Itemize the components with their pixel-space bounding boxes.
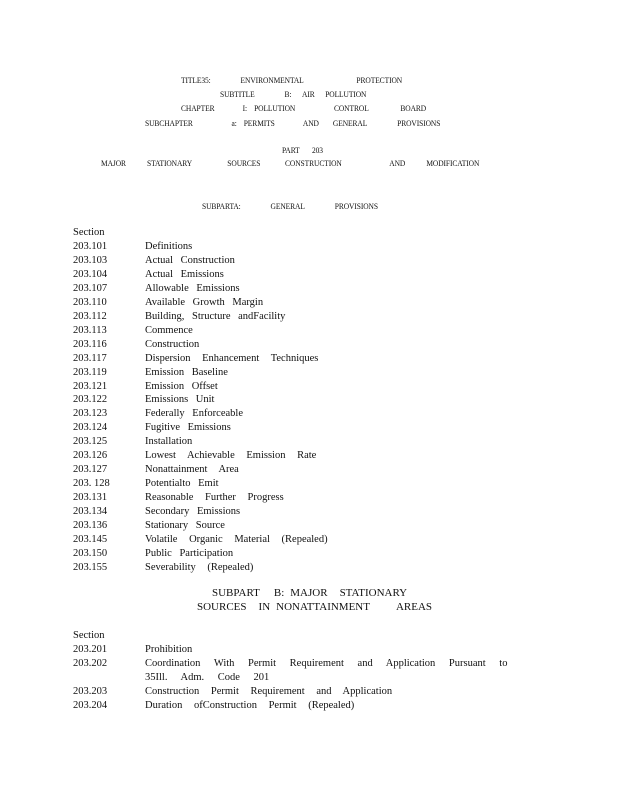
- section-row: [73, 310, 543, 324]
- subpart-a-word-provisions: PROVISIONS: [334, 201, 378, 211]
- section-number: 203.202: [73, 657, 108, 669]
- section-number: 203.101: [73, 241, 108, 252]
- section-number: 203. 128: [73, 478, 110, 490]
- subpart-b-word-in: IN: [258, 601, 271, 613]
- subtitle-word-pollution: POLLUTION: [325, 89, 367, 99]
- chapter-label: CHAPTER: [181, 103, 215, 113]
- section-row: [73, 561, 543, 575]
- section-title: Commence: [145, 324, 193, 336]
- section-number: 203.131: [73, 492, 108, 504]
- section-number: 203.136: [73, 520, 108, 532]
- section-number: 203.123: [73, 408, 108, 420]
- section-row: [73, 533, 543, 547]
- title-label: TITLE35:: [181, 75, 211, 85]
- subpart-b-section-list: [73, 643, 543, 713]
- section-title: Installation: [145, 436, 193, 448]
- subchapter-word-provisions: PROVISIONS: [397, 118, 441, 128]
- subtitle-label: SUBTITLE: [220, 89, 255, 99]
- section-title: Emission Baseline: [145, 366, 228, 378]
- section-row: [73, 380, 543, 394]
- section-title: Severability (Repealed): [145, 561, 254, 573]
- section-number: 203.121: [73, 380, 108, 392]
- section-title: Reasonable Further Progress: [145, 492, 284, 504]
- section-row: [73, 282, 543, 296]
- subtitle-word-air: AIR: [302, 89, 315, 99]
- section-row: [73, 254, 543, 268]
- section-row: [73, 324, 543, 338]
- section-number: 203.113: [73, 324, 107, 336]
- part-title-word-construction: CONSTRUCTION: [285, 158, 342, 168]
- section-row: [73, 505, 543, 519]
- section-number: 203.124: [73, 422, 108, 434]
- section-title: Allowable Emissions: [145, 282, 240, 294]
- section-row: [73, 407, 543, 421]
- part-title-line: [101, 158, 479, 168]
- section-title: Potentialto Emit: [145, 478, 219, 490]
- section-row: [73, 477, 543, 491]
- subpart-b-heading-line1: [212, 587, 407, 599]
- subpart-a-section-label: Section: [73, 227, 105, 238]
- subchapter-word-general: GENERAL: [332, 118, 368, 128]
- subpart-b-word-sources: SOURCES: [197, 601, 247, 613]
- section-number: 203.110: [73, 296, 107, 308]
- section-number: 203.112: [73, 310, 107, 322]
- section-row: [73, 366, 543, 380]
- section-number: 203.204: [73, 699, 108, 711]
- subtitle-letter: B:: [284, 89, 292, 99]
- part-title-word-stationary: STATIONARY: [147, 158, 193, 168]
- section-number: 203.126: [73, 450, 108, 462]
- part-title-word-sources: SOURCES: [227, 158, 261, 168]
- section-number: 203.201: [73, 644, 108, 655]
- section-title: Fugitive Emissions: [145, 422, 231, 434]
- subpart-b-word-nonattainment: NONATTAINMENT: [276, 601, 370, 613]
- section-title: Stationary Source: [145, 520, 225, 532]
- title-word-protection: PROTECTION: [356, 75, 403, 85]
- section-row: [73, 393, 543, 407]
- chapter-number: I:: [242, 103, 248, 113]
- subchapter-line: [145, 118, 440, 128]
- part-title-word-major: MAJOR: [101, 158, 126, 168]
- title-word-environmental: ENVIRONMENTAL: [240, 75, 304, 85]
- section-row: [73, 421, 543, 435]
- section-row: [73, 491, 543, 505]
- subchapter-label: SUBCHAPTER: [145, 118, 193, 128]
- section-row: [73, 685, 543, 699]
- section-title: Available Growth Margin: [145, 296, 264, 308]
- title-line: [181, 75, 402, 85]
- section-number: 203.107: [73, 282, 108, 294]
- part-title-word-modification: MODIFICATION: [426, 158, 480, 168]
- section-row: [73, 449, 543, 463]
- section-title: Actual Emissions: [145, 268, 224, 280]
- section-title: Federally Enforceable: [145, 408, 243, 420]
- section-title: Coordination With Permit Requirement and Application Pursuant to 35Ill. Adm. Code 201: [145, 657, 508, 683]
- section-title: Secondary Emissions: [145, 506, 241, 518]
- section-number: 203.134: [73, 506, 108, 518]
- section-row: [73, 643, 543, 657]
- part-title-word-and: AND: [389, 158, 406, 168]
- section-row: [73, 699, 543, 713]
- section-number: 203.125: [73, 436, 108, 448]
- section-title: Construction Permit Requirement and Application: [145, 685, 393, 697]
- subpart-b-letter: B:: [273, 587, 285, 599]
- section-row: [73, 463, 543, 477]
- subpart-a-label: SUBPARTA:: [202, 201, 241, 211]
- subpart-b-heading-line2: [197, 601, 432, 613]
- chapter-line: [181, 103, 426, 113]
- section-title: Building, Structure andFacility: [145, 310, 286, 322]
- subpart-a-section-list: [73, 240, 543, 575]
- section-number: 203.122: [73, 394, 108, 406]
- section-number: 203.155: [73, 561, 108, 573]
- section-title: Prohibition: [145, 644, 193, 655]
- subchapter-word-permits: PERMITS: [243, 118, 275, 128]
- section-title: Duration ofConstruction Permit (Repealed): [145, 699, 355, 711]
- subpart-b-word-major: MAJOR: [290, 587, 328, 599]
- section-title: Lowest Achievable Emission Rate: [145, 450, 317, 462]
- subpart-b-word-subpart: SUBPART: [212, 587, 260, 599]
- section-title: Definitions: [145, 241, 193, 252]
- section-title: Dispersion Enhancement Techniques: [145, 352, 319, 364]
- section-number: 203.127: [73, 464, 108, 476]
- section-title: Construction: [145, 338, 200, 350]
- subchapter-letter: a:: [231, 118, 237, 128]
- section-row: [73, 352, 543, 366]
- section-row: [73, 435, 543, 449]
- section-number: 203.150: [73, 547, 108, 559]
- section-row: [73, 296, 543, 310]
- subchapter-word-and: AND: [302, 118, 319, 128]
- section-row: [73, 657, 543, 685]
- section-title: Emission Offset: [145, 380, 218, 392]
- section-title: Nonattainment Area: [145, 464, 239, 476]
- section-title: Volatile Organic Material (Repealed): [145, 534, 328, 546]
- chapter-word-control: CONTROL: [333, 103, 369, 113]
- subpart-a-heading: [202, 201, 378, 211]
- section-title: Emissions Unit: [145, 394, 215, 406]
- section-row: [73, 240, 543, 254]
- part-label: PART: [282, 145, 300, 155]
- section-title: Public Participation: [145, 547, 234, 559]
- section-title: Actual Construction: [145, 254, 235, 266]
- chapter-word-board: BOARD: [400, 103, 427, 113]
- section-row: [73, 547, 543, 561]
- section-row: [73, 338, 543, 352]
- section-number: 203.103: [73, 254, 108, 266]
- subpart-b-section-label: Section: [73, 630, 105, 641]
- section-number: 203.145: [73, 534, 108, 546]
- subpart-b-word-stationary: STATIONARY: [339, 587, 408, 599]
- part-line: [282, 145, 323, 155]
- section-row: [73, 268, 543, 282]
- section-number: 203.104: [73, 268, 108, 280]
- section-row: [73, 519, 543, 533]
- chapter-word-pollution: POLLUTION: [254, 103, 296, 113]
- subtitle-line: [220, 89, 366, 99]
- section-number: 203.117: [73, 352, 107, 364]
- section-number: 203.203: [73, 685, 108, 697]
- subpart-a-word-general: GENERAL: [270, 201, 305, 211]
- part-number: 203: [311, 145, 323, 155]
- subpart-b-word-areas: AREAS: [395, 601, 433, 613]
- section-number: 203.116: [73, 338, 107, 350]
- section-number: 203.119: [73, 366, 107, 378]
